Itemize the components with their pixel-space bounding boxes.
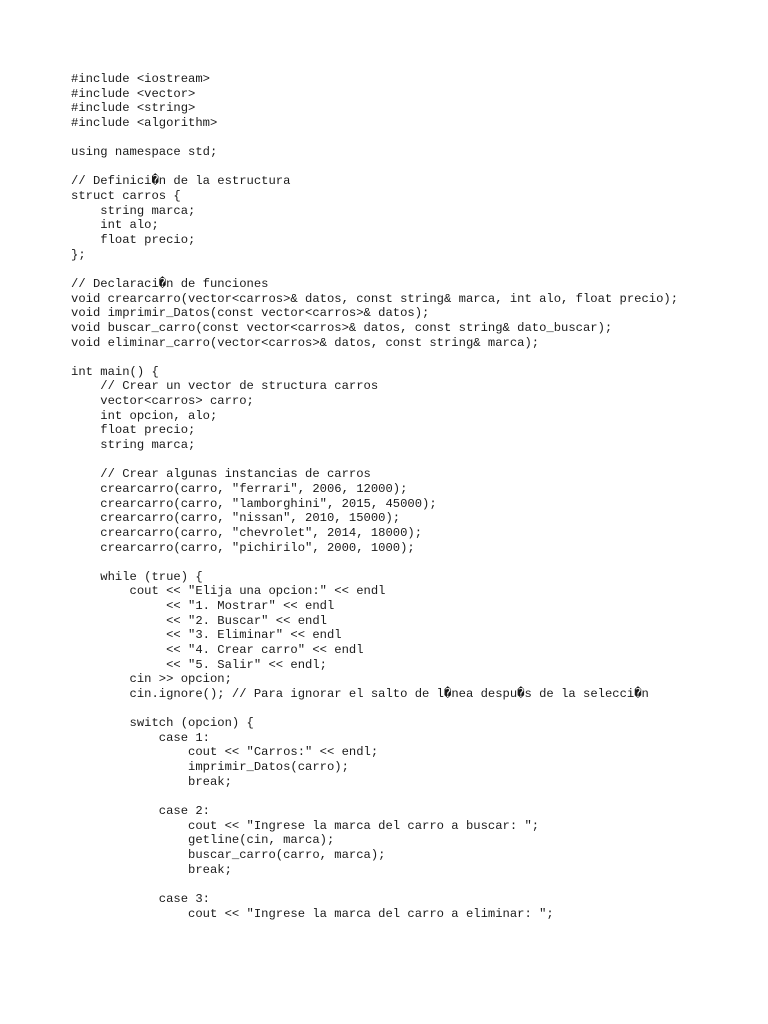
code-line: break; — [71, 774, 232, 789]
code-line: switch (opcion) { — [71, 716, 254, 731]
code-line: void buscar_carro(const vector<carros>& datos, const string& dato_buscar); — [71, 320, 613, 335]
code-line: crearcarro(carro, "chevrolet", 2014, 18000); — [71, 525, 423, 540]
code-line: buscar_carro(carro, marca); — [71, 847, 386, 862]
code-line: << "1. Mostrar" << endl — [71, 599, 335, 614]
code-line: cout << "Elija una opcion:" << endl — [71, 584, 386, 599]
code-line: using namespace std; — [71, 145, 218, 160]
code-line: while (true) { — [71, 569, 203, 584]
code-line: int alo; — [71, 218, 159, 233]
code-line: getline(cin, marca); — [71, 833, 335, 848]
code-line — [71, 350, 678, 365]
code-line: void imprimir_Datos(const vector<carros>& datos); — [71, 306, 430, 321]
code-line: // Declaraci�n de funciones — [71, 276, 269, 291]
code-line: #include <vector> — [71, 86, 196, 101]
code-line: string marca; — [71, 438, 196, 453]
code-line: // Crear algunas instancias de carros — [71, 467, 371, 482]
code-line: int opcion, alo; — [71, 408, 218, 423]
code-line: // Crear un vector de structura carros — [71, 379, 379, 394]
code-line — [71, 555, 678, 570]
code-line: << "3. Eliminar" << endl — [71, 628, 342, 643]
code-line: << "5. Salir" << endl; — [71, 657, 327, 672]
code-line: struct carros { — [71, 189, 181, 204]
code-line — [71, 262, 678, 277]
code-line: crearcarro(carro, "ferrari", 2006, 12000); — [71, 481, 408, 496]
code-listing — [71, 72, 678, 921]
code-line: void eliminar_carro(vector<carros>& datos, const string& marca); — [71, 335, 540, 350]
code-line: break; — [71, 862, 232, 877]
code-line: crearcarro(carro, "lamborghini", 2015, 45000); — [71, 496, 437, 511]
code-line: imprimir_Datos(carro); — [71, 760, 349, 775]
code-line: void crearcarro(vector<carros>& datos, const string& marca, int alo, float precio); — [71, 291, 679, 306]
code-line: cin.ignore(); // Para ignorar el salto de l�nea despu�s de la selecci�n — [71, 686, 649, 701]
code-line: cout << "Ingrese la marca del carro a buscar: "; — [71, 818, 540, 833]
code-line — [71, 702, 678, 717]
code-line: #include <iostream> — [71, 72, 210, 86]
code-line — [71, 453, 678, 468]
code-line: cout << "Ingrese la marca del carro a eliminar: "; — [71, 906, 554, 921]
code-line: case 1: — [71, 730, 210, 745]
code-line: float precio; — [71, 233, 196, 248]
code-line — [71, 789, 678, 804]
code-line: crearcarro(carro, "nissan", 2010, 15000); — [71, 511, 401, 526]
code-line: }; — [71, 247, 86, 262]
code-line: case 3: — [71, 891, 210, 906]
code-line — [71, 160, 678, 175]
code-line: << "4. Crear carro" << endl — [71, 642, 364, 657]
code-line: #include <string> — [71, 101, 196, 116]
code-line: vector<carros> carro; — [71, 394, 254, 409]
code-line: float precio; — [71, 423, 196, 438]
code-line — [71, 131, 678, 146]
code-line: cout << "Carros:" << endl; — [71, 745, 379, 760]
code-line: cin >> opcion; — [71, 672, 232, 687]
code-line: crearcarro(carro, "pichirilo", 2000, 1000); — [71, 540, 415, 555]
code-line: #include <algorithm> — [71, 115, 218, 130]
code-line: int main() { — [71, 364, 159, 379]
code-line: case 2: — [71, 804, 210, 819]
code-line: << "2. Buscar" << endl — [71, 613, 327, 628]
code-line — [71, 877, 678, 892]
code-line: string marca; — [71, 203, 196, 218]
code-line: // Definici�n de la estructura — [71, 174, 291, 189]
